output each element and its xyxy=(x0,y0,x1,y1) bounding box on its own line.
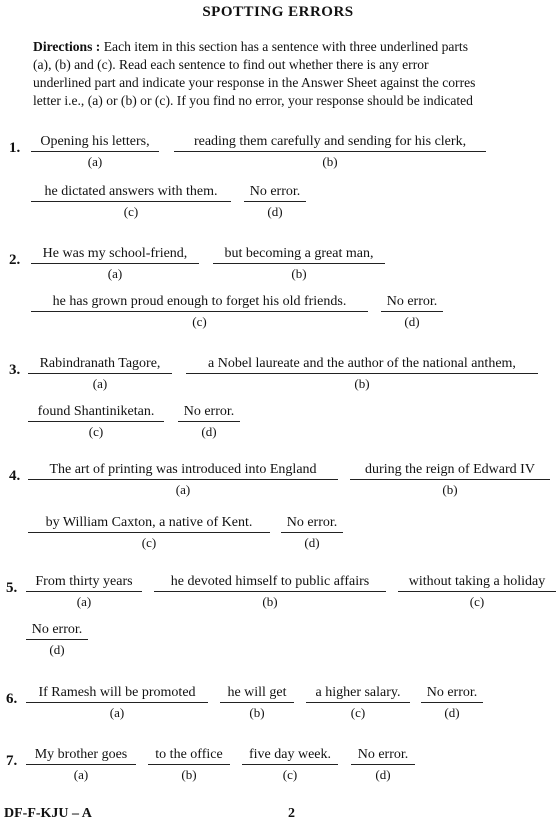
part-text: The art of printing was introduced into England xyxy=(49,462,317,477)
underline xyxy=(306,702,410,703)
underline xyxy=(28,373,172,374)
underline xyxy=(31,201,231,202)
directions-heading: Directions : xyxy=(33,39,101,54)
underline xyxy=(350,479,550,480)
underline xyxy=(28,532,270,533)
part-text: If Ramesh will be promoted xyxy=(38,685,196,700)
question-number: 5. xyxy=(6,580,18,596)
underline xyxy=(398,591,556,592)
part-label: (b) xyxy=(262,594,278,609)
part-label: (b) xyxy=(249,705,265,720)
question-number: 2. xyxy=(9,252,21,268)
part-label: (d) xyxy=(404,314,420,329)
underline xyxy=(148,764,230,765)
underline xyxy=(26,702,208,703)
question-number: 1. xyxy=(9,140,21,156)
question-number: 7. xyxy=(6,753,18,769)
underline xyxy=(31,151,159,152)
part-text: No error. xyxy=(357,747,409,762)
underline xyxy=(31,263,199,264)
question-1-part-b[interactable] xyxy=(174,133,486,169)
question-2-part-d[interactable] xyxy=(381,293,443,329)
part-text: No error. xyxy=(386,294,438,309)
part-label: (a) xyxy=(92,376,108,391)
part-text: No error. xyxy=(286,515,338,530)
part-text: he will get xyxy=(227,685,287,700)
underline xyxy=(220,702,294,703)
part-label: (b) xyxy=(291,266,307,281)
underline xyxy=(28,421,164,422)
question-2-part-c[interactable] xyxy=(31,293,368,329)
part-label: (c) xyxy=(192,314,207,329)
part-label: (a) xyxy=(73,767,89,782)
question-6-part-a[interactable] xyxy=(26,684,208,720)
underline xyxy=(31,311,368,312)
question-number: 4. xyxy=(9,468,21,484)
part-text: No error. xyxy=(426,685,478,700)
part-text: No error. xyxy=(249,184,301,199)
part-text: From thirty years xyxy=(35,574,133,589)
part-text: My brother goes xyxy=(34,747,128,762)
part-label: (b) xyxy=(181,767,197,782)
part-label: (c) xyxy=(350,705,366,720)
question-5-part-c[interactable] xyxy=(398,573,556,609)
part-text: No error. xyxy=(31,622,83,637)
question-7-part-d[interactable] xyxy=(351,746,415,782)
question-4-part-d[interactable] xyxy=(281,514,343,550)
underline xyxy=(242,764,338,765)
part-text: Rabindranath Tagore, xyxy=(39,356,161,371)
part-text: to the office xyxy=(155,747,223,762)
underline xyxy=(26,591,142,592)
question-number: 3. xyxy=(9,362,21,378)
part-text: a Nobel laureate and the author of the national anthem, xyxy=(208,356,516,371)
part-text: He was my school-friend, xyxy=(42,246,188,261)
part-label: (a) xyxy=(107,266,123,281)
part-text: but becoming a great man, xyxy=(224,246,374,261)
directions-line-3: underlined part and indicate your response in the Answer Sheet against the corres xyxy=(33,75,476,90)
part-text: Opening his letters, xyxy=(40,134,150,149)
question-5-part-b[interactable] xyxy=(154,573,386,609)
part-label: (d) xyxy=(49,642,65,657)
underline xyxy=(281,532,343,533)
part-label: (c) xyxy=(282,767,298,782)
underline xyxy=(178,421,240,422)
underline xyxy=(213,263,385,264)
directions-line-4: letter i.e., (a) or (b) or (c). If you find no error, your response should be indicated xyxy=(33,93,473,108)
part-label: (c) xyxy=(469,594,485,609)
part-label: (b) xyxy=(322,154,338,169)
part-label: (d) xyxy=(444,705,460,720)
underline xyxy=(28,479,338,480)
question-6-part-d[interactable] xyxy=(421,684,483,720)
part-label: (c) xyxy=(141,535,157,550)
question-4-part-b[interactable] xyxy=(350,461,550,497)
part-label: (d) xyxy=(304,535,320,550)
underline xyxy=(186,373,538,374)
question-1-part-d[interactable] xyxy=(244,183,306,219)
question-3-part-a[interactable] xyxy=(28,355,172,391)
underline xyxy=(421,702,483,703)
question-3-part-b[interactable] xyxy=(186,355,538,391)
part-text: found Shantiniketan. xyxy=(37,404,155,419)
question-4-part-a[interactable] xyxy=(28,461,338,497)
part-label: (c) xyxy=(123,204,139,219)
underline xyxy=(244,201,306,202)
part-text: five day week. xyxy=(248,747,332,762)
part-label: (b) xyxy=(442,482,458,497)
question-3-part-d[interactable] xyxy=(178,403,240,439)
question-6-part-c[interactable] xyxy=(306,684,410,720)
part-label: (b) xyxy=(354,376,370,391)
underline xyxy=(381,311,443,312)
part-text: a higher salary. xyxy=(315,685,401,700)
part-label: (d) xyxy=(267,204,283,219)
directions-line-2: (a), (b) and (c). Read each sentence to find out whether there is any error xyxy=(33,57,429,72)
part-text: he devoted himself to public affairs xyxy=(170,574,370,589)
underline xyxy=(26,764,136,765)
underline xyxy=(351,764,415,765)
part-text: he has grown proud enough to forget his old friends. xyxy=(52,294,347,309)
part-text: he dictated answers with them. xyxy=(44,184,218,199)
part-text: during the reign of Edward IV xyxy=(365,462,535,477)
question-5-part-a[interactable] xyxy=(26,573,142,609)
part-label: (a) xyxy=(87,154,103,169)
part-text: by William Caxton, a native of Kent. xyxy=(45,515,253,530)
part-label: (d) xyxy=(375,767,391,782)
question-3-part-c[interactable] xyxy=(28,403,164,439)
underline xyxy=(154,591,386,592)
question-4-part-c[interactable] xyxy=(28,514,270,550)
question-6-part-b[interactable] xyxy=(220,684,294,720)
part-label: (a) xyxy=(76,594,92,609)
question-1-part-c[interactable] xyxy=(31,183,231,219)
part-text: without taking a holiday xyxy=(408,574,546,589)
question-7-part-c[interactable] xyxy=(242,746,338,782)
part-text: No error. xyxy=(183,404,235,419)
directions-line-1 xyxy=(33,38,468,56)
part-label: (d) xyxy=(201,424,217,439)
part-label: (a) xyxy=(109,705,125,720)
underline xyxy=(174,151,486,152)
footer-code: DF-F-KJU – A xyxy=(4,806,92,821)
question-2-part-b[interactable] xyxy=(213,245,385,281)
directions-text-1: Each item in this section has a sentence with three underlined parts xyxy=(100,39,468,54)
part-text: reading them carefully and sending for his clerk, xyxy=(193,134,467,149)
question-7-part-a[interactable] xyxy=(26,746,136,782)
question-7-part-b[interactable] xyxy=(148,746,230,782)
question-5-part-d[interactable] xyxy=(26,621,88,657)
part-label: (a) xyxy=(175,482,191,497)
page-number: 2 xyxy=(288,806,295,821)
question-2-part-a[interactable] xyxy=(31,245,199,281)
underline xyxy=(26,639,88,640)
page-title: SPOTTING ERRORS xyxy=(202,4,354,20)
question-number: 6. xyxy=(6,691,18,707)
question-1-part-a[interactable] xyxy=(31,133,159,169)
part-label: (c) xyxy=(88,424,104,439)
